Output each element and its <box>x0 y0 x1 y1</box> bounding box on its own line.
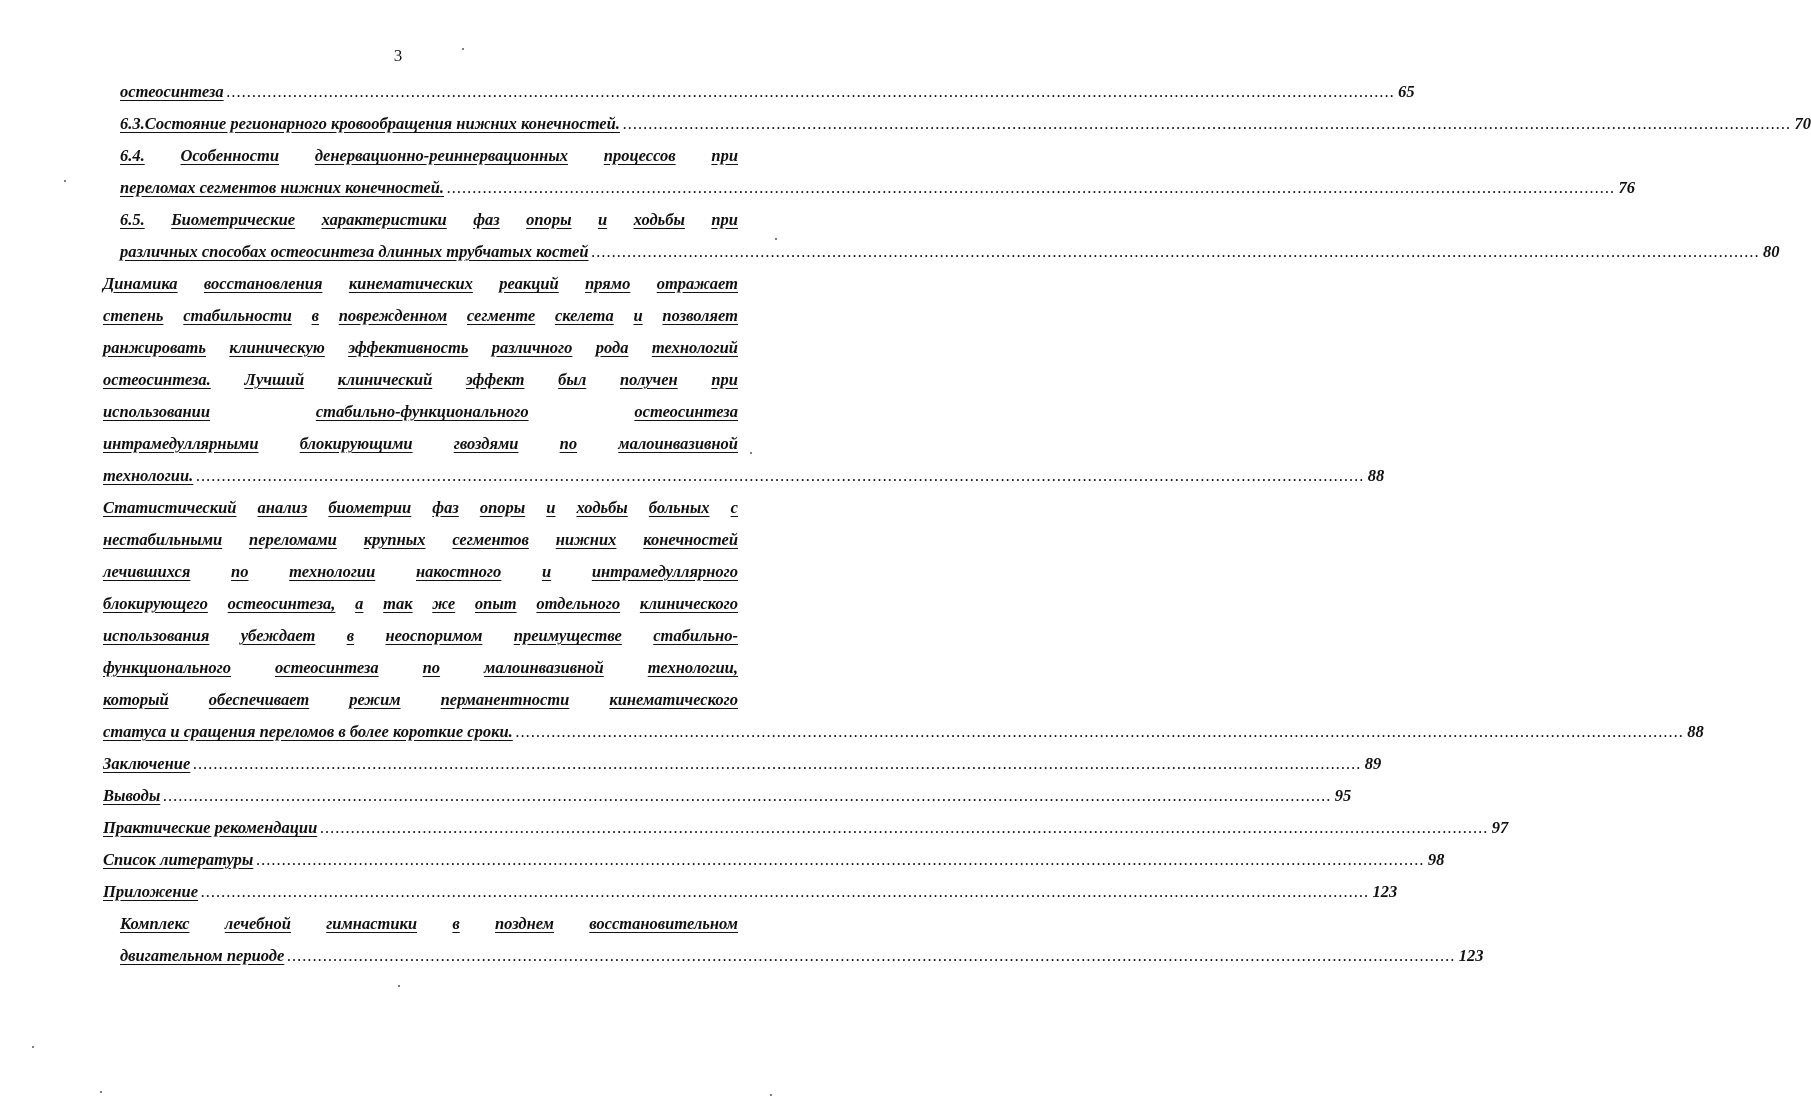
word: малоинвазивной <box>618 434 738 453</box>
word: неоспоримом <box>385 626 483 645</box>
leader-dots: .................................................................................................................................................................................................................................... <box>193 754 1362 773</box>
word: опоры <box>526 210 572 229</box>
leader-dots: .................................................................................................................................................................................................................................... <box>622 114 1792 133</box>
word: биометрии <box>328 498 412 517</box>
word: перманентности <box>440 690 570 709</box>
toc-entry-dynamics-line-1 <box>103 274 738 294</box>
word: анализ <box>257 498 308 517</box>
scan-speck <box>775 238 777 240</box>
leader-dots: .................................................................................................................................................................................................................................... <box>256 850 1425 869</box>
toc-entry-conclusion <box>103 754 1382 774</box>
word: использования <box>103 626 210 645</box>
word: остеосинтеза <box>634 402 738 421</box>
toc-entry-osteosynthesis <box>120 82 1415 102</box>
word: стабильно-функционального <box>315 402 529 421</box>
leader-dots: .................................................................................................................................................................................................................................... <box>226 82 1396 101</box>
word: кинематических <box>348 274 473 293</box>
word: нестабильными <box>103 530 223 549</box>
word: степень <box>103 306 164 325</box>
word: опыт <box>474 594 517 613</box>
toc-entry-dynamics-line-3 <box>103 338 738 358</box>
word: больных <box>648 498 710 517</box>
word: восстановления <box>203 274 323 293</box>
word: позднем <box>494 914 554 933</box>
leader-dots: .................................................................................................................................................................................................................................... <box>196 466 1365 485</box>
word: при <box>711 210 738 229</box>
toc-entry-title: Выводы <box>103 786 161 805</box>
word: по <box>231 562 249 581</box>
word: 6.5. <box>120 210 145 229</box>
word: при <box>711 370 738 389</box>
toc-entry-recommendations <box>103 818 1509 838</box>
toc-entry-statistics-line-2 <box>103 530 738 550</box>
word: Лучший <box>244 370 305 389</box>
word: технологии <box>289 562 376 581</box>
word: восстановительном <box>589 914 738 933</box>
word: Динамика <box>103 274 178 293</box>
word: технологий <box>651 338 738 357</box>
word: клиническую <box>229 338 325 357</box>
word: крупных <box>363 530 426 549</box>
word: отдельного <box>536 594 621 613</box>
word: остеосинтеза. <box>103 370 211 389</box>
word: Биометрические <box>171 210 296 229</box>
word: Статистический <box>103 498 237 517</box>
word: с <box>730 498 738 517</box>
word: функционального <box>103 658 232 677</box>
toc-entry-title: 6.3.Состояние регионарного кровообращения нижних конечностей. <box>120 114 620 133</box>
toc-page-number: 97 <box>1491 818 1509 837</box>
word: гимнастики <box>326 914 418 933</box>
word: прямо <box>585 274 631 293</box>
leader-dots: .................................................................................................................................................................................................................................... <box>447 178 1616 197</box>
word: получен <box>619 370 678 389</box>
toc-entry-dynamics-line-4 <box>103 370 738 390</box>
word: стабильно- <box>653 626 738 645</box>
toc-entry-dynamics-line-2 <box>103 306 738 326</box>
leader-dots: .................................................................................................................................................................................................................................... <box>320 818 1489 837</box>
word: так <box>383 594 413 613</box>
word: и <box>633 306 643 325</box>
toc-page-number: 98 <box>1427 850 1445 869</box>
scan-speck <box>770 1094 772 1096</box>
word: накостного <box>415 562 502 581</box>
toc-entry-6-5-line-2 <box>120 242 1780 262</box>
toc-entry-statistics-line-5 <box>103 626 738 646</box>
toc-page-number: 89 <box>1364 754 1382 773</box>
toc-entry-statistics-line-8 <box>103 722 1704 742</box>
word: конечностей <box>643 530 738 549</box>
leader-dots: .................................................................................................................................................................................................................................... <box>287 946 1456 965</box>
scan-speck <box>32 1046 34 1048</box>
toc-entry-title: Список литературы <box>103 850 254 869</box>
word: технологии, <box>647 658 738 677</box>
word: убеждает <box>240 626 316 645</box>
word: рода <box>595 338 629 357</box>
toc-page-number: 70 <box>1794 114 1811 133</box>
word: был <box>558 370 587 389</box>
toc-entry-statistics-line-1 <box>103 498 738 518</box>
scan-speck <box>398 985 400 987</box>
word: кинематического <box>609 690 738 709</box>
word: по <box>559 434 578 453</box>
toc-entry-title: переломах сегментов нижних конечностей. <box>120 178 444 197</box>
word: сегментов <box>452 530 529 549</box>
toc-entry-title: Заключение <box>103 754 191 773</box>
scan-speck <box>100 1091 102 1093</box>
word: остеосинтеза, <box>227 594 336 613</box>
word: при <box>711 146 738 165</box>
word: а <box>355 594 364 613</box>
toc-entry-statistics-line-4 <box>103 594 738 614</box>
toc-entry-statistics-line-6 <box>103 658 738 678</box>
word: фаз <box>432 498 459 517</box>
toc-page-number: 123 <box>1372 882 1398 901</box>
scan-speck <box>750 452 752 454</box>
word: ранжировать <box>103 338 206 357</box>
word: фаз <box>473 210 500 229</box>
toc-entry-title: различных способах остеосинтеза длинных трубчатых костей <box>120 242 589 261</box>
toc-entry-title: технологии. <box>103 466 194 485</box>
word: блокирующего <box>103 594 208 613</box>
toc-entry-appendix <box>103 882 1398 902</box>
word: малоинвазивной <box>484 658 604 677</box>
toc-entry-dynamics-line-5 <box>103 402 738 422</box>
word: нижних <box>555 530 617 549</box>
word: реакций <box>499 274 559 293</box>
word: лечебной <box>224 914 291 933</box>
leader-dots: .................................................................................................................................................................................................................................... <box>163 786 1332 805</box>
word: денервационно-реиннервационных <box>314 146 569 165</box>
word: в <box>452 914 460 933</box>
word: эффект <box>465 370 525 389</box>
word: и <box>546 498 556 517</box>
toc-entry-gymnastics-line-2 <box>120 946 1484 966</box>
word: который <box>103 690 169 709</box>
word: поврежденном <box>338 306 448 325</box>
word: характеристики <box>321 210 447 229</box>
toc-entry-title: Практические рекомендации <box>103 818 318 837</box>
word: процессов <box>603 146 676 165</box>
toc-page-number: 76 <box>1618 178 1635 197</box>
word: 6.4. <box>120 146 145 165</box>
word: остеосинтеза <box>275 658 379 677</box>
scan-speck <box>462 48 464 50</box>
word: отражает <box>656 274 738 293</box>
toc-entry-title: двигательном периоде <box>120 946 285 965</box>
word: интрамедуллярными <box>103 434 259 453</box>
word: различного <box>491 338 573 357</box>
word: же <box>432 594 456 613</box>
word: переломами <box>249 530 337 549</box>
word: ходьбы <box>633 210 685 229</box>
toc-entry-title: остеосинтеза <box>120 82 224 101</box>
scan-speck <box>64 180 66 182</box>
toc-page-number: 65 <box>1398 82 1415 101</box>
toc-page-number: 123 <box>1458 946 1484 965</box>
word: позволяет <box>662 306 738 325</box>
word: и <box>541 562 552 581</box>
toc-entry-references <box>103 850 1445 870</box>
word: обеспечивает <box>208 690 310 709</box>
word: ходьбы <box>576 498 628 517</box>
word: клинического <box>639 594 738 613</box>
word: преимуществе <box>513 626 622 645</box>
toc-entry-6-4-line-1 <box>120 146 738 166</box>
toc-entry-statistics-line-3 <box>103 562 738 582</box>
toc-entry-6-3 <box>120 114 1811 134</box>
word: блокирующими <box>299 434 413 453</box>
toc-entry-findings <box>103 786 1352 806</box>
word: лечившихся <box>103 562 191 581</box>
word: использовании <box>103 402 211 421</box>
toc-page-number: 80 <box>1763 242 1780 261</box>
leader-dots: .................................................................................................................................................................................................................................... <box>515 722 1685 741</box>
word: опоры <box>479 498 526 517</box>
toc-entry-statistics-line-7 <box>103 690 738 710</box>
toc-entry-dynamics-line-7 <box>103 466 1385 486</box>
leader-dots: .................................................................................................................................................................................................................................... <box>591 242 1761 261</box>
toc-entry-gymnastics-line-1 <box>120 914 738 934</box>
toc-entry-6-5-line-1 <box>120 210 738 230</box>
word: в <box>346 626 355 645</box>
word: по <box>422 658 441 677</box>
toc-entry-title: Приложение <box>103 882 199 901</box>
word: режим <box>349 690 401 709</box>
toc-entry-title: статуса и сращения переломов в более короткие сроки. <box>103 722 513 741</box>
word: эффективность <box>348 338 469 357</box>
page-number: 3 <box>393 46 403 65</box>
word: и <box>597 210 608 229</box>
toc-entry-6-4-line-2 <box>120 178 1635 198</box>
toc-page-number: 88 <box>1367 466 1385 485</box>
toc-page-number: 88 <box>1687 722 1704 741</box>
leader-dots: .................................................................................................................................................................................................................................... <box>201 882 1370 901</box>
word: клинический <box>337 370 433 389</box>
word: в <box>311 306 319 325</box>
toc-page-number: 95 <box>1334 786 1352 805</box>
toc-entry-dynamics-line-6 <box>103 434 738 454</box>
word: скелета <box>554 306 614 325</box>
word: Комплекс <box>120 914 190 933</box>
word: гвоздями <box>453 434 519 453</box>
word: сегменте <box>466 306 536 325</box>
word: стабильности <box>183 306 292 325</box>
word: интрамедуллярного <box>591 562 738 581</box>
word: Особенности <box>180 146 280 165</box>
